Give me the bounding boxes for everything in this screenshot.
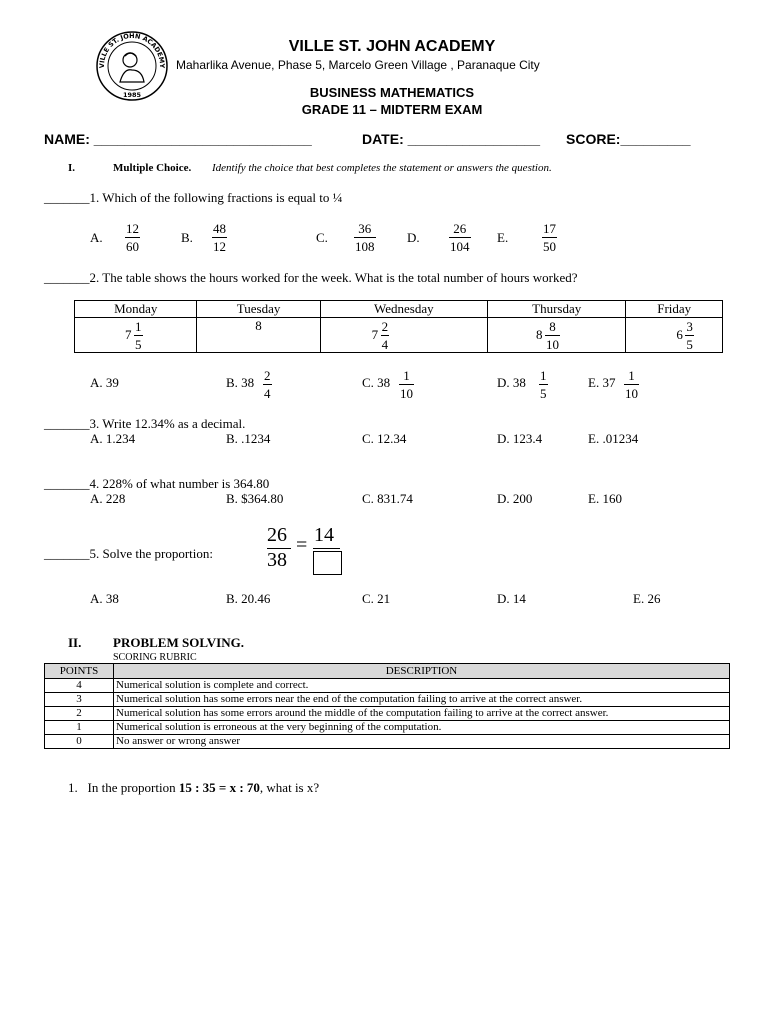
- q1-choice-d-letter: D.: [407, 230, 420, 245]
- rubric-row: [45, 679, 730, 693]
- rubric-description: Numerical solution is complete and correct.: [114, 679, 730, 693]
- q5-choice-d: D. 14: [497, 591, 526, 606]
- q2-choice-b-label: B. 38: [226, 375, 255, 390]
- numerator: 8: [549, 319, 556, 334]
- cell-tuesday: [197, 318, 320, 353]
- rubric-row: [45, 693, 730, 707]
- school-address: Maharlika Avenue, Phase 5, Marcelo Green Village , Paranaque City: [176, 58, 540, 72]
- denominator: 4: [381, 337, 389, 352]
- score-field[interactable]: SCORE:_________: [566, 131, 691, 147]
- question-3: _______3. Write 12.34% as a decimal.: [44, 416, 246, 431]
- part1-instruction: Identify the choice that best completes the statement or answers the question.: [212, 162, 552, 174]
- denominator: 104: [450, 239, 470, 254]
- cell-monday: [75, 318, 197, 353]
- q3-choice-d: D. 123.4: [497, 431, 543, 446]
- hours-table-header-row: [75, 301, 723, 318]
- denominator: 5: [686, 337, 693, 352]
- wednesday-whole: 7: [371, 327, 379, 342]
- denominator: 10: [625, 386, 638, 401]
- part1-number: I.: [68, 162, 76, 174]
- q4-choice-c: C. 831.74: [362, 491, 413, 506]
- rubric-description: Numerical solution is erroneous at the very beginning of the computation.: [114, 721, 730, 735]
- q5-denominator-1: 38: [267, 549, 287, 571]
- date-field[interactable]: DATE: _________________: [362, 131, 540, 147]
- q2-choice-c-fraction: [399, 367, 414, 402]
- denominator: 10: [546, 337, 560, 352]
- numerator: 12: [126, 221, 139, 236]
- q1-choice-e-letter: E.: [497, 230, 509, 245]
- denominator: 60: [126, 239, 139, 254]
- q1-choice-a-letter: A.: [90, 230, 103, 245]
- q5-numerator-2: 14: [314, 524, 334, 546]
- q5-choice-e: E. 26: [633, 591, 661, 606]
- q5-answer-box[interactable]: [313, 551, 342, 575]
- rubric-header-row: [45, 664, 730, 679]
- rubric-header-description: DESCRIPTION: [114, 664, 730, 679]
- numerator: 1: [540, 368, 547, 383]
- rubric-description: Numerical solution has some errors around the middle of the computation failing to arrive at the correct answer.: [114, 707, 730, 721]
- question-2: _______2. The table shows the hours worked for the week. What is the total number of hours worked?: [44, 270, 578, 285]
- rubric-row: [45, 707, 730, 721]
- problem-1-number: 1.: [68, 780, 78, 795]
- rubric-points: 3: [45, 693, 114, 707]
- numerator: 26: [453, 221, 467, 236]
- numerator: 48: [213, 221, 226, 236]
- q1-choice-d-fraction: [449, 220, 471, 255]
- cell-wednesday: [320, 318, 487, 353]
- denominator: 4: [264, 386, 271, 401]
- subject-title: BUSINESS MATHEMATICS: [309, 85, 475, 100]
- logo-year: 1985: [122, 91, 142, 99]
- problem-1-text-after: , what is x?: [259, 780, 320, 795]
- numerator: 1: [628, 368, 635, 383]
- numerator: 1: [135, 319, 142, 334]
- rubric-description: Numerical solution has some errors near the end of the computation failing to arrive at the correct answer.: [114, 693, 730, 707]
- q1-choice-c-letter: C.: [316, 230, 328, 245]
- q4-choice-e: E. 160: [588, 491, 622, 506]
- cell-thursday: [488, 318, 626, 353]
- q4-choice-a: A. 228: [90, 491, 126, 506]
- q1-choice-b-letter: B.: [181, 230, 193, 245]
- numerator: 3: [686, 319, 693, 334]
- denominator: 108: [355, 239, 375, 254]
- header-friday: Friday: [626, 301, 723, 318]
- q1-choice-e-fraction: [542, 220, 557, 255]
- rubric-points: 2: [45, 707, 114, 721]
- q2-choice-c-label: C. 38: [362, 375, 391, 390]
- q5-numerator-1: 26: [267, 524, 287, 546]
- question-5: _______5. Solve the proportion:: [44, 546, 213, 561]
- rubric-description: No answer or wrong answer: [114, 735, 730, 749]
- thursday-fraction: [545, 318, 560, 353]
- hours-table-row: [75, 318, 723, 353]
- q4-choice-d: D. 200: [497, 491, 533, 506]
- header-wednesday: Wednesday: [320, 301, 487, 318]
- problem-1: [68, 780, 319, 796]
- rubric-points: 1: [45, 721, 114, 735]
- problem-1-text-before: In the proportion: [87, 780, 179, 795]
- q2-choice-e-label: E. 37: [588, 375, 616, 390]
- denominator: 10: [400, 386, 413, 401]
- q5-equals: =: [296, 534, 308, 556]
- rubric-row: [45, 735, 730, 749]
- rubric-row: [45, 721, 730, 735]
- q3-choice-e: E. .01234: [588, 431, 639, 446]
- denominator: 5: [135, 337, 142, 352]
- rubric-label: SCORING RUBRIC: [113, 652, 197, 663]
- q2-choice-d-fraction: [539, 367, 548, 402]
- q5-choice-c: C. 21: [362, 591, 391, 606]
- q2-choice-e-fraction: [624, 367, 639, 402]
- numerator: 17: [543, 221, 556, 236]
- question-1: _______1. Which of the following fractions is equal to ¼: [44, 190, 343, 205]
- header-tuesday: Tuesday: [197, 301, 320, 318]
- school-name: VILLE ST. JOHN ACADEMY: [288, 38, 496, 55]
- q5-choice-a: A. 38: [90, 591, 119, 606]
- exam-title: GRADE 11 – MIDTERM EXAM: [301, 102, 483, 117]
- q1-choice-c-fraction: [354, 220, 376, 255]
- question-4: _______4. 228% of what number is 364.80: [44, 476, 270, 491]
- q3-choice-b: B. .1234: [226, 431, 271, 446]
- q2-choice-d-label: D. 38: [497, 375, 526, 390]
- monday-fraction: [134, 318, 143, 353]
- tuesday-value: 8: [255, 318, 262, 333]
- q5-fraction-bar-2: [313, 548, 340, 549]
- problem-1-proportion: 15 : 35 = x : 70: [178, 780, 260, 795]
- numerator: 36: [358, 221, 372, 236]
- monday-whole: 7: [125, 327, 132, 342]
- logo-ring-text: VILLE ST. JOHN ACADEMY: [97, 31, 167, 69]
- denominator: 50: [543, 239, 556, 254]
- q3-choice-c: C. 12.34: [362, 431, 407, 446]
- scoring-rubric-table: [44, 663, 730, 749]
- numerator: 2: [381, 319, 389, 334]
- q2-choice-b-fraction: [263, 367, 272, 402]
- q5-choice-b: B. 20.46: [226, 591, 271, 606]
- friday-whole: 6: [676, 327, 683, 342]
- rubric-header-points: POINTS: [45, 664, 114, 679]
- q2-choice-a: A. 39: [90, 375, 119, 390]
- rubric-points: 0: [45, 735, 114, 749]
- thursday-whole: 8: [536, 327, 543, 342]
- part2-number: II.: [68, 635, 82, 650]
- numerator: 2: [264, 368, 271, 383]
- header-thursday: Thursday: [488, 301, 626, 318]
- q3-choice-a: A. 1.234: [90, 431, 136, 446]
- part2-title: PROBLEM SOLVING.: [113, 635, 244, 650]
- denominator: 12: [213, 239, 226, 254]
- q1-choice-b-fraction: [212, 220, 227, 255]
- name-field[interactable]: NAME: ____________________________: [44, 131, 312, 147]
- cell-friday: [626, 318, 723, 353]
- denominator: 5: [540, 386, 547, 401]
- rubric-points: 4: [45, 679, 114, 693]
- part1-title: Multiple Choice.: [113, 162, 192, 174]
- friday-fraction: [685, 318, 694, 353]
- q1-choice-a-fraction: [125, 220, 140, 255]
- numerator: 1: [403, 368, 410, 383]
- header-monday: Monday: [75, 301, 197, 318]
- wednesday-fraction: [381, 318, 390, 353]
- q4-choice-b: B. $364.80: [226, 491, 284, 506]
- hours-table: [74, 300, 723, 353]
